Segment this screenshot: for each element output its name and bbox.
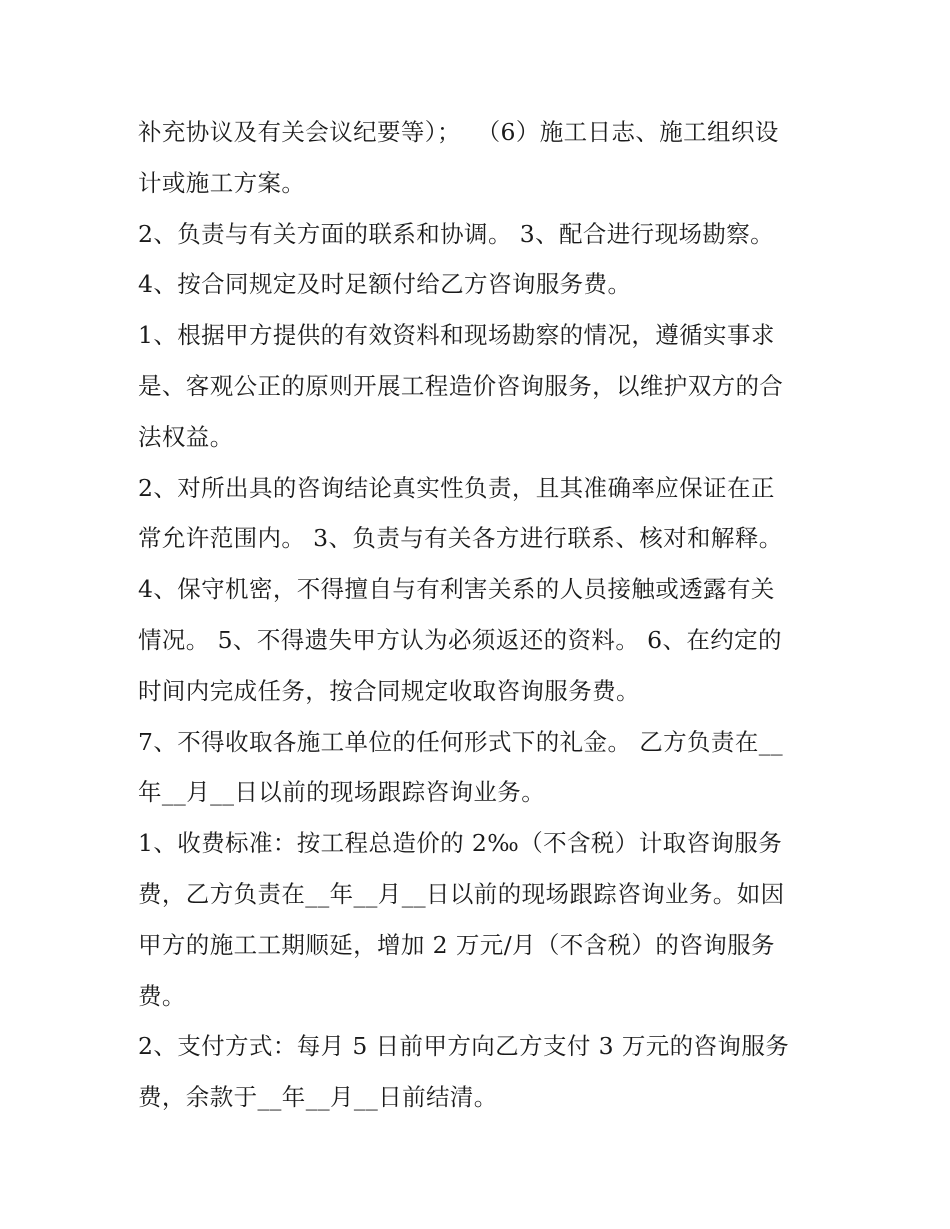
text-line: 2、对所出具的咨询结论真实性负责，且其准确率应保证在正: [138, 473, 775, 502]
text-line: 2、支付方式：每月 5 日前甲方向乙方支付 3 万元的咨询服务: [138, 1032, 790, 1061]
text-line: 计或施工方案。: [138, 168, 306, 197]
text-line: 4、按合同规定及时足额付给乙方咨询服务费。: [138, 270, 632, 299]
text-line: 7、不得收取各施工单位的任何形式下的礼金。 乙方负责在__: [138, 727, 784, 756]
text-line: 2、负责与有关方面的联系和协调。 3、配合进行现场勘察。: [138, 219, 775, 248]
text-line: 是、客观公正的原则开展工程造价咨询服务，以维护双方的合: [138, 371, 784, 400]
text-line: 1、收费标准：按工程总造价的 2‰（不含税）计取咨询服务: [138, 829, 783, 858]
text-line: 情况。 5、不得遗失甲方认为必须返还的资料。 6、在约定的: [138, 625, 782, 654]
text-line: 时间内完成任务，按合同规定收取咨询服务费。: [138, 676, 640, 705]
text-line: 年__月__日以前的现场跟踪咨询业务。: [138, 778, 546, 807]
text-line: 费，余款于__年__月__日前结清。: [138, 1083, 498, 1112]
text-line: 4、保守机密，不得擅自与有利害关系的人员接触或透露有关: [138, 575, 775, 604]
text-line: 常允许范围内。 3、负责与有关各方进行联系、核对和解释。: [138, 524, 783, 553]
document-body: [138, 112, 828, 1128]
text-line: 补充协议及有关会议纪要等）； （6）施工日志、施工组织设: [138, 118, 779, 146]
text-line: 法权益。: [138, 422, 234, 451]
text-line: 费，乙方负责在__年__月__日以前的现场跟踪咨询业务。如因: [138, 879, 785, 908]
text-line: 费。: [138, 981, 186, 1010]
text-line: 1、根据甲方提供的有效资料和现场勘察的情况，遵循实事求: [138, 321, 775, 350]
text-line: 甲方的施工工期顺延，增加 2 万元/月（不含税）的咨询服务: [138, 930, 775, 959]
